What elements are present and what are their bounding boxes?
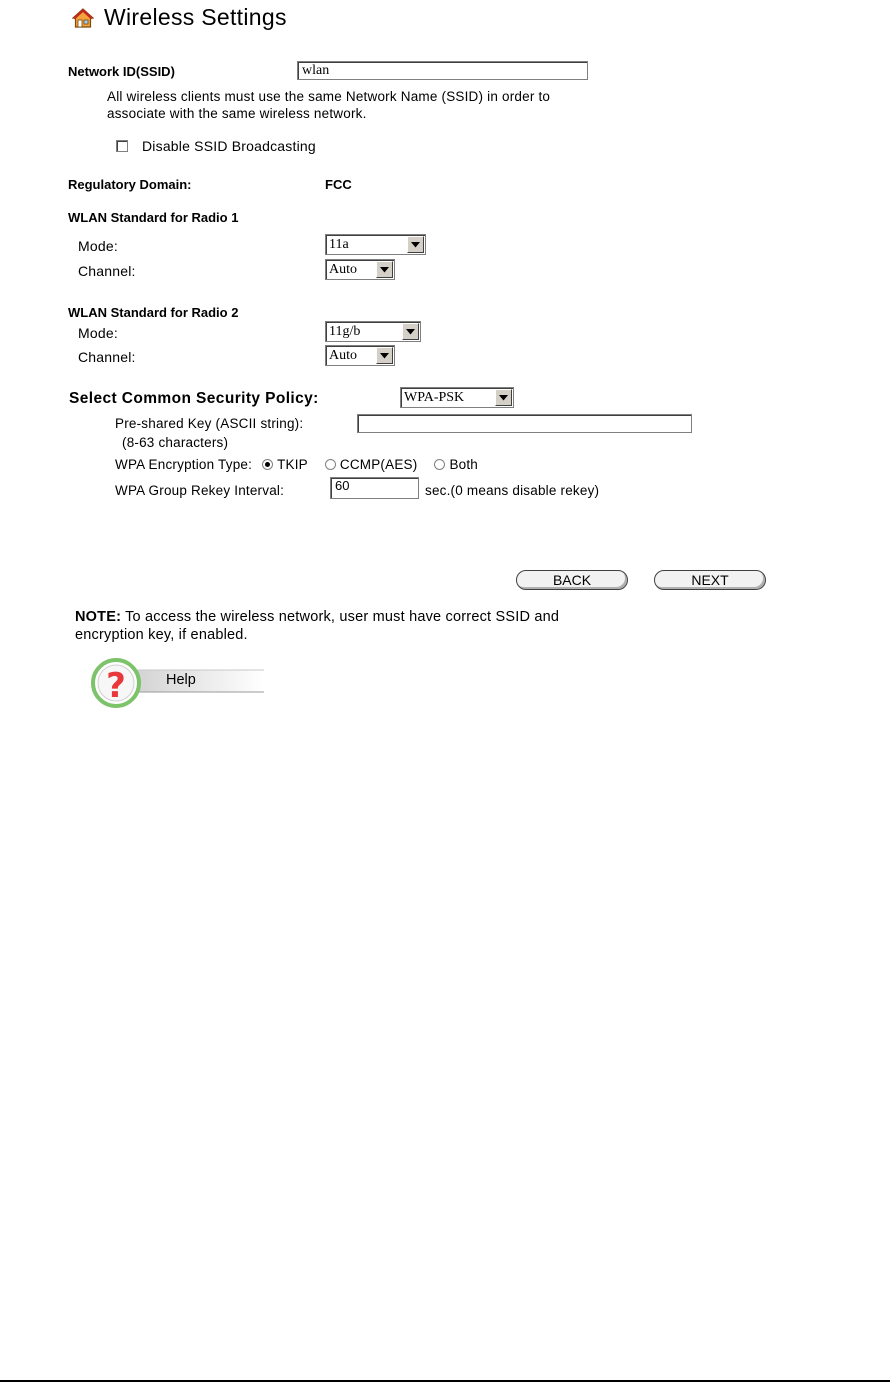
note-prefix: NOTE: (75, 609, 122, 625)
chevron-down-icon[interactable] (407, 236, 424, 253)
radio2-channel-select[interactable] (325, 345, 395, 366)
rekey-input[interactable]: 60 (330, 477, 419, 499)
security-policy-select[interactable] (400, 387, 514, 408)
home-icon (72, 7, 94, 29)
encryption-both-radio[interactable] (434, 459, 445, 470)
psk-input[interactable] (357, 414, 692, 433)
radio2-mode-label: Mode: (78, 325, 118, 341)
encryption-ccmp-label: CCMP(AES) (339, 457, 418, 472)
radio1-heading: WLAN Standard for Radio 1 (68, 210, 239, 225)
chevron-down-icon[interactable] (376, 347, 393, 364)
disable-ssid-broadcast-checkbox[interactable] (116, 140, 128, 152)
help-button[interactable] (90, 657, 270, 709)
radio2-channel-value: Auto (329, 348, 357, 363)
note-line-2: encryption key, if enabled. (75, 627, 248, 643)
chevron-down-icon[interactable] (376, 261, 393, 278)
security-policy-value: WPA-PSK (404, 390, 465, 405)
radio2-heading: WLAN Standard for Radio 2 (68, 305, 239, 320)
next-button[interactable]: NEXT (654, 570, 766, 590)
back-button[interactable]: BACK (516, 570, 628, 590)
page-title-row (72, 4, 287, 31)
encryption-tkip-radio[interactable] (262, 459, 273, 470)
encryption-tkip-label: TKIP (277, 457, 308, 472)
ssid-description-2: associate with the same wireless network. (107, 106, 367, 121)
radio2-channel-label: Channel: (78, 349, 136, 365)
note-line-1 (75, 609, 559, 625)
radio2-mode-select[interactable] (325, 321, 421, 342)
page-title: Wireless Settings (104, 4, 287, 30)
chevron-down-icon[interactable] (495, 389, 512, 406)
encryption-type-row (115, 457, 478, 472)
radio2-mode-value: 11g/b (329, 324, 361, 339)
radio1-channel-value: Auto (329, 262, 357, 277)
encryption-both-label: Both (449, 457, 479, 472)
security-policy-label: Select Common Security Policy: (69, 390, 319, 407)
encryption-ccmp-radio[interactable] (325, 459, 336, 470)
regulatory-domain-label: Regulatory Domain: (68, 177, 192, 192)
radio1-mode-select[interactable] (325, 234, 426, 255)
psk-hint: (8-63 characters) (122, 435, 229, 450)
svg-text:?: ? (106, 666, 126, 706)
ssid-input[interactable]: wlan (297, 61, 588, 80)
encryption-type-label: WPA Encryption Type: (115, 457, 253, 472)
psk-label: Pre-shared Key (ASCII string): (115, 416, 304, 431)
radio1-mode-label: Mode: (78, 238, 118, 254)
radio1-channel-label: Channel: (78, 263, 136, 279)
regulatory-domain-value: FCC (325, 177, 352, 192)
ssid-description-1: All wireless clients must use the same Network Name (SSID) in order to (107, 89, 551, 104)
rekey-label: WPA Group Rekey Interval: (115, 483, 285, 498)
disable-ssid-broadcast-label: Disable SSID Broadcasting (142, 138, 316, 154)
help-label: Help (166, 672, 196, 688)
note-text: To access the wireless network, user must have correct SSID and (121, 609, 560, 625)
rekey-suffix: sec.(0 means disable rekey) (425, 483, 600, 498)
radio1-mode-value: 11a (329, 237, 349, 252)
chevron-down-icon[interactable] (402, 323, 419, 340)
ssid-label: Network ID(SSID) (68, 64, 175, 79)
radio1-channel-select[interactable] (325, 259, 395, 280)
